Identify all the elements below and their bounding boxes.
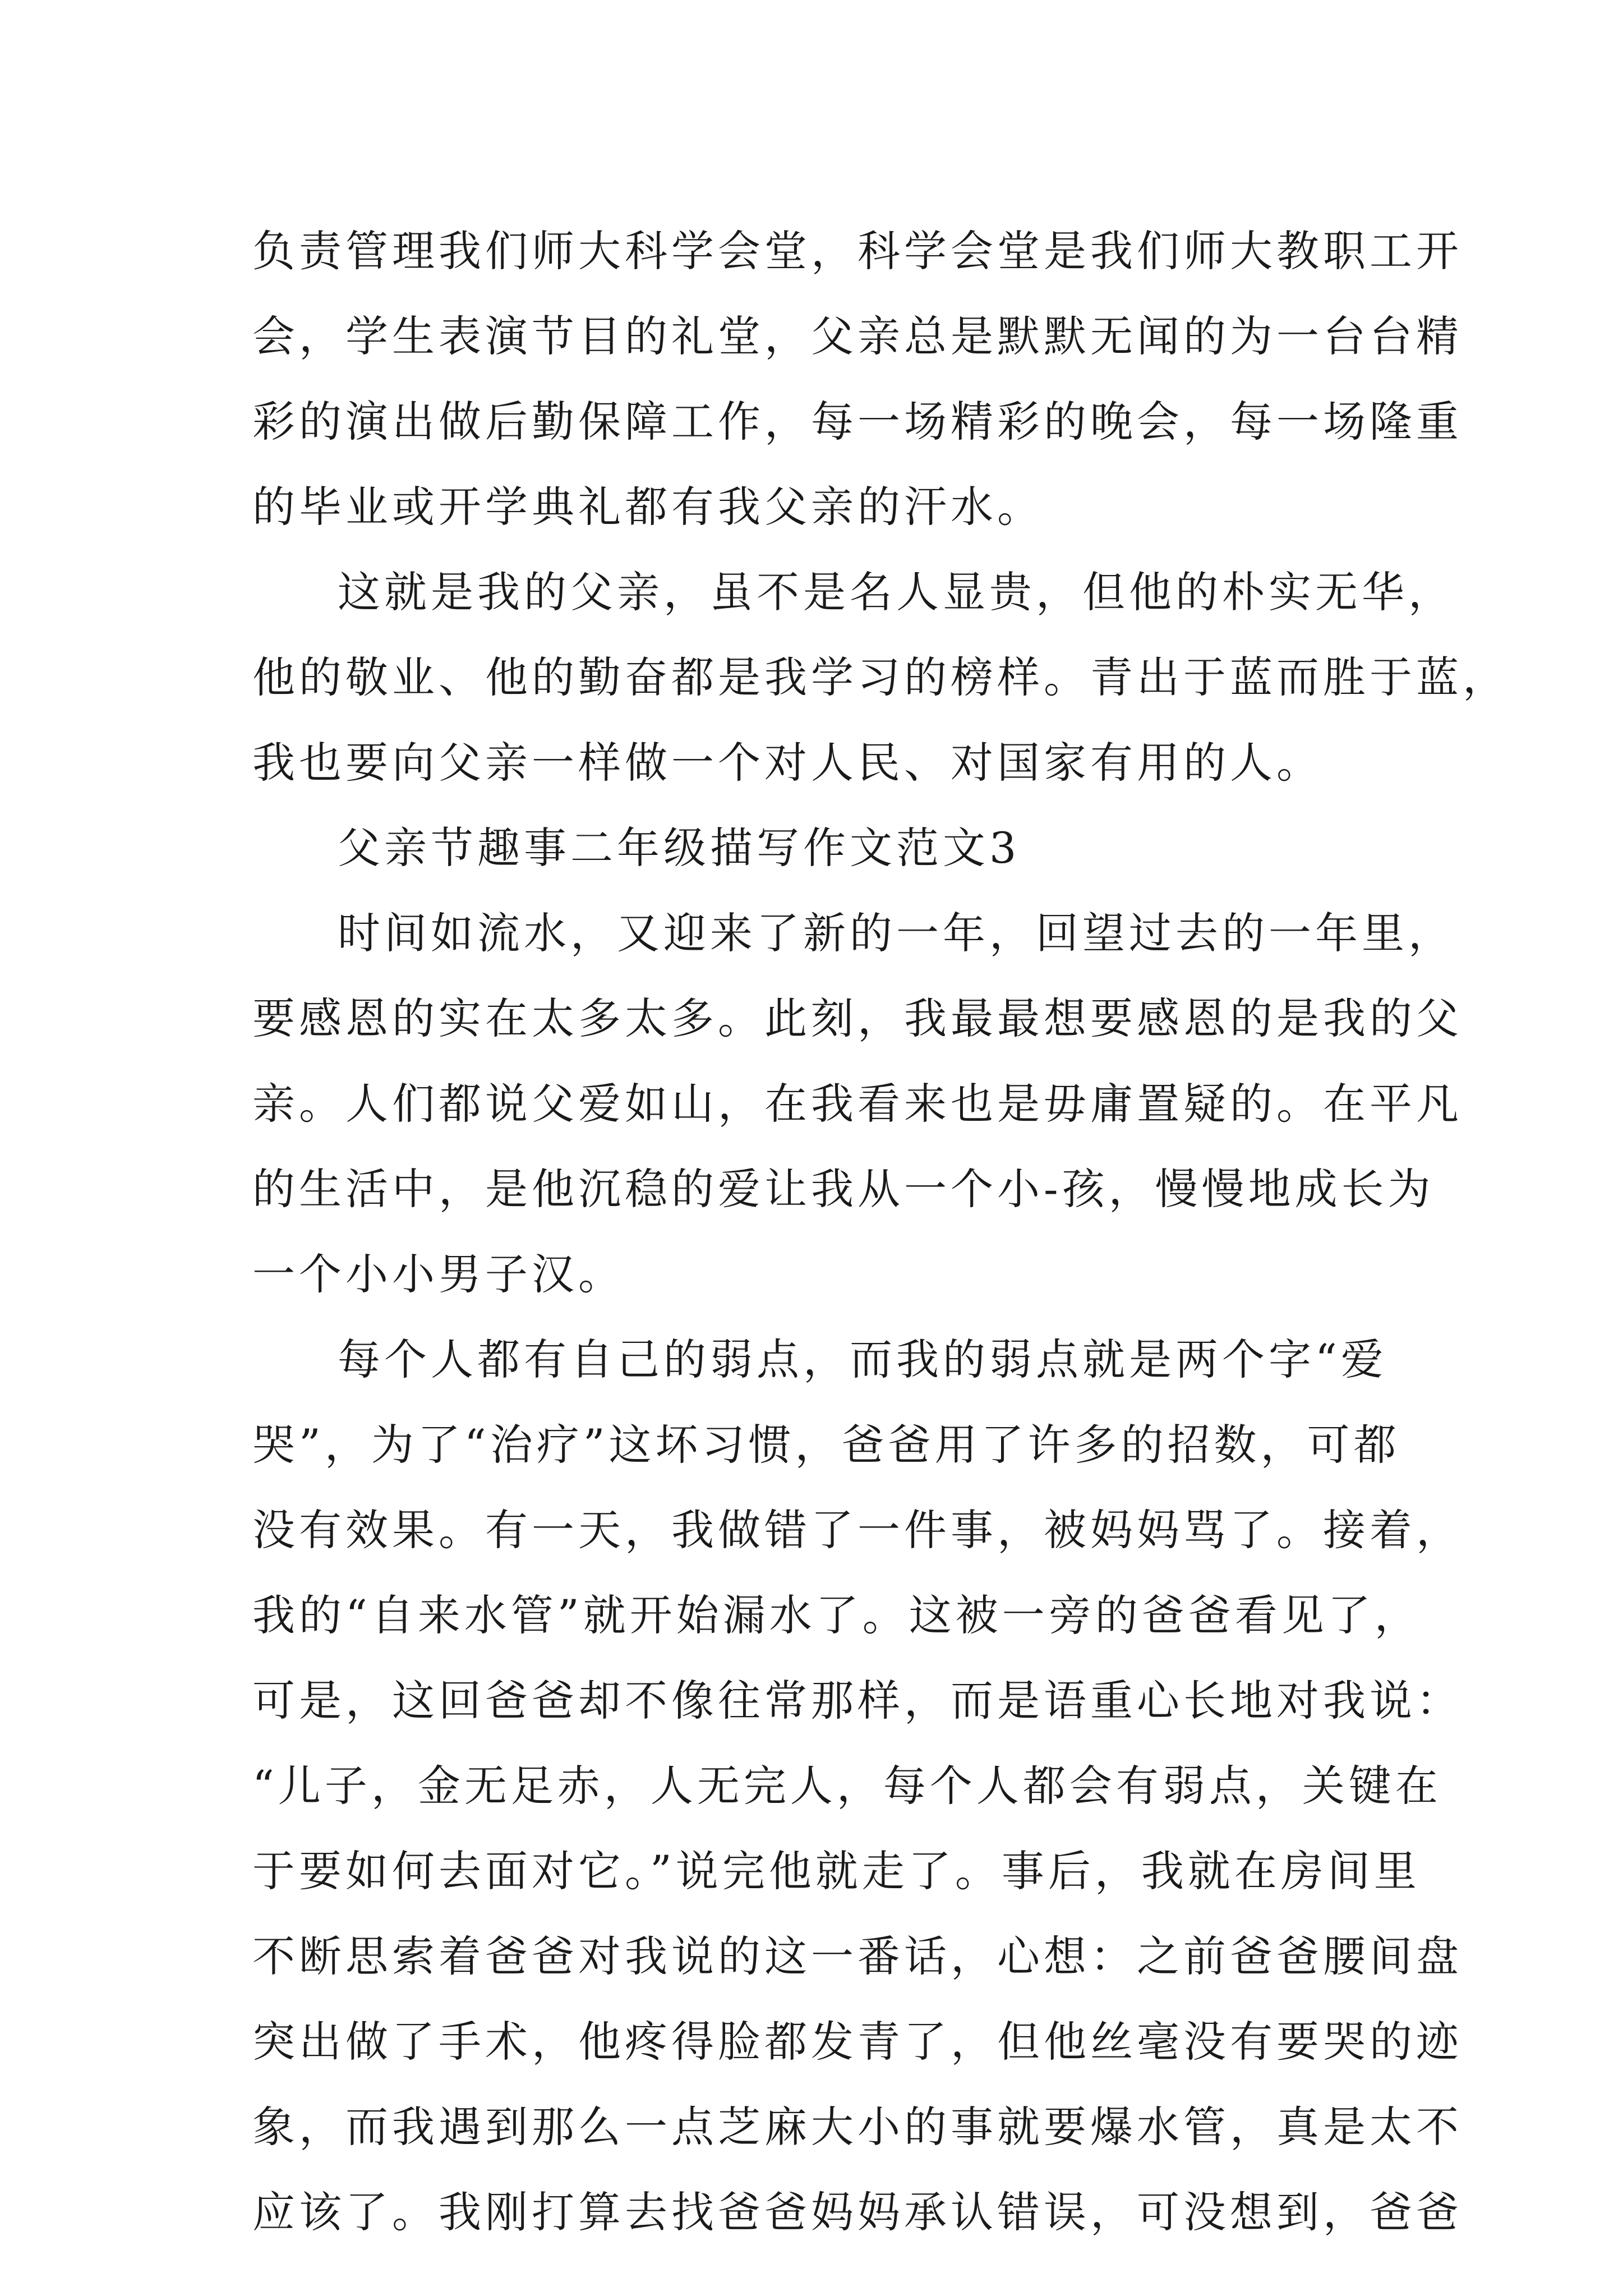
text-line: 时间如流水，又迎来了新的一年，回望过去的一年里， xyxy=(338,908,1455,958)
text-line: 可是，这回爸爸却不像往常那样，而是语重心长地对我说： xyxy=(252,1676,1463,1726)
text-line: 不断思索着爸爸对我说的这一番话，心想：之前爸爸腰间盘 xyxy=(252,1931,1463,1981)
text-line: 负责管理我们师大科学会堂，科学会堂是我们师大教职工开 xyxy=(252,226,1463,276)
text-line: 突出做了手术，他疼得脸都发青了，但他丝毫没有要哭的迹 xyxy=(252,2017,1463,2067)
text-line: 没有效果。有一天，我做错了一件事，被妈妈骂了。接着， xyxy=(252,1505,1463,1555)
paragraph-1 xyxy=(252,209,1463,550)
text-line: 他的敬业、他的勤奋都是我学习的榜样。青出于蓝而胜于蓝， xyxy=(252,652,1509,702)
text-line: 我的“自来水管”就开始漏水了。这被一旁的爸爸看见了， xyxy=(252,1590,1421,1640)
text-line: 会，学生表演节目的礼堂，父亲总是默默无闻的为一台台精 xyxy=(252,311,1463,361)
text-line: 亲。人们都说父爱如山，在我看来也是毋庸置疑的。在平凡 xyxy=(252,1079,1463,1129)
text-line: 于要如何去面对它。”说完他就走了。事后，我就在房间里 xyxy=(252,1846,1421,1896)
text-line: 的毕业或开学典礼都有我父亲的汗水。 xyxy=(252,482,1044,532)
section-heading xyxy=(252,806,1402,891)
text-line: 彩的演出做后勤保障工作，每一场精彩的晚会，每一场隆重 xyxy=(252,397,1463,447)
text-line: 的生活中，是他沉稳的爱让我从一个小-孩，慢慢地成长为 xyxy=(252,1164,1435,1214)
text-line: “儿子，金无足赤，人无完人，每个人都会有弱点，关键在 xyxy=(252,1761,1442,1811)
text-line: 每个人都有自己的弱点，而我的弱点就是两个字“爱 xyxy=(338,1335,1387,1384)
paragraph-4 xyxy=(252,891,1463,1317)
text-line: 哭”，为了“治疗”这坏习惯，爸爸用了许多的招数，可都 xyxy=(252,1420,1400,1470)
text-line: 象，而我遇到那么一点芝麻大小的事就要爆水管，真是太不 xyxy=(252,2102,1463,2152)
text-line: 一个小小男子汉。 xyxy=(252,1249,625,1299)
paragraph-5 xyxy=(252,1317,1463,2255)
heading-text: 父亲节趣事二年级描写作文范文3 xyxy=(338,823,1021,873)
document-body xyxy=(252,209,1509,2255)
text-line: 这就是我的父亲，虽不是名人显贵，但他的朴实无华， xyxy=(338,567,1455,617)
text-line: 应该了。我刚打算去找爸爸妈妈承认错误，可没想到，爸爸 xyxy=(252,2187,1463,2237)
paragraph-2 xyxy=(252,550,1509,806)
text-line: 要感恩的实在太多太多。此刻，我最最想要感恩的是我的父 xyxy=(252,993,1463,1043)
text-line: 我也要向父亲一样做一个对人民、对国家有用的人。 xyxy=(252,738,1323,788)
